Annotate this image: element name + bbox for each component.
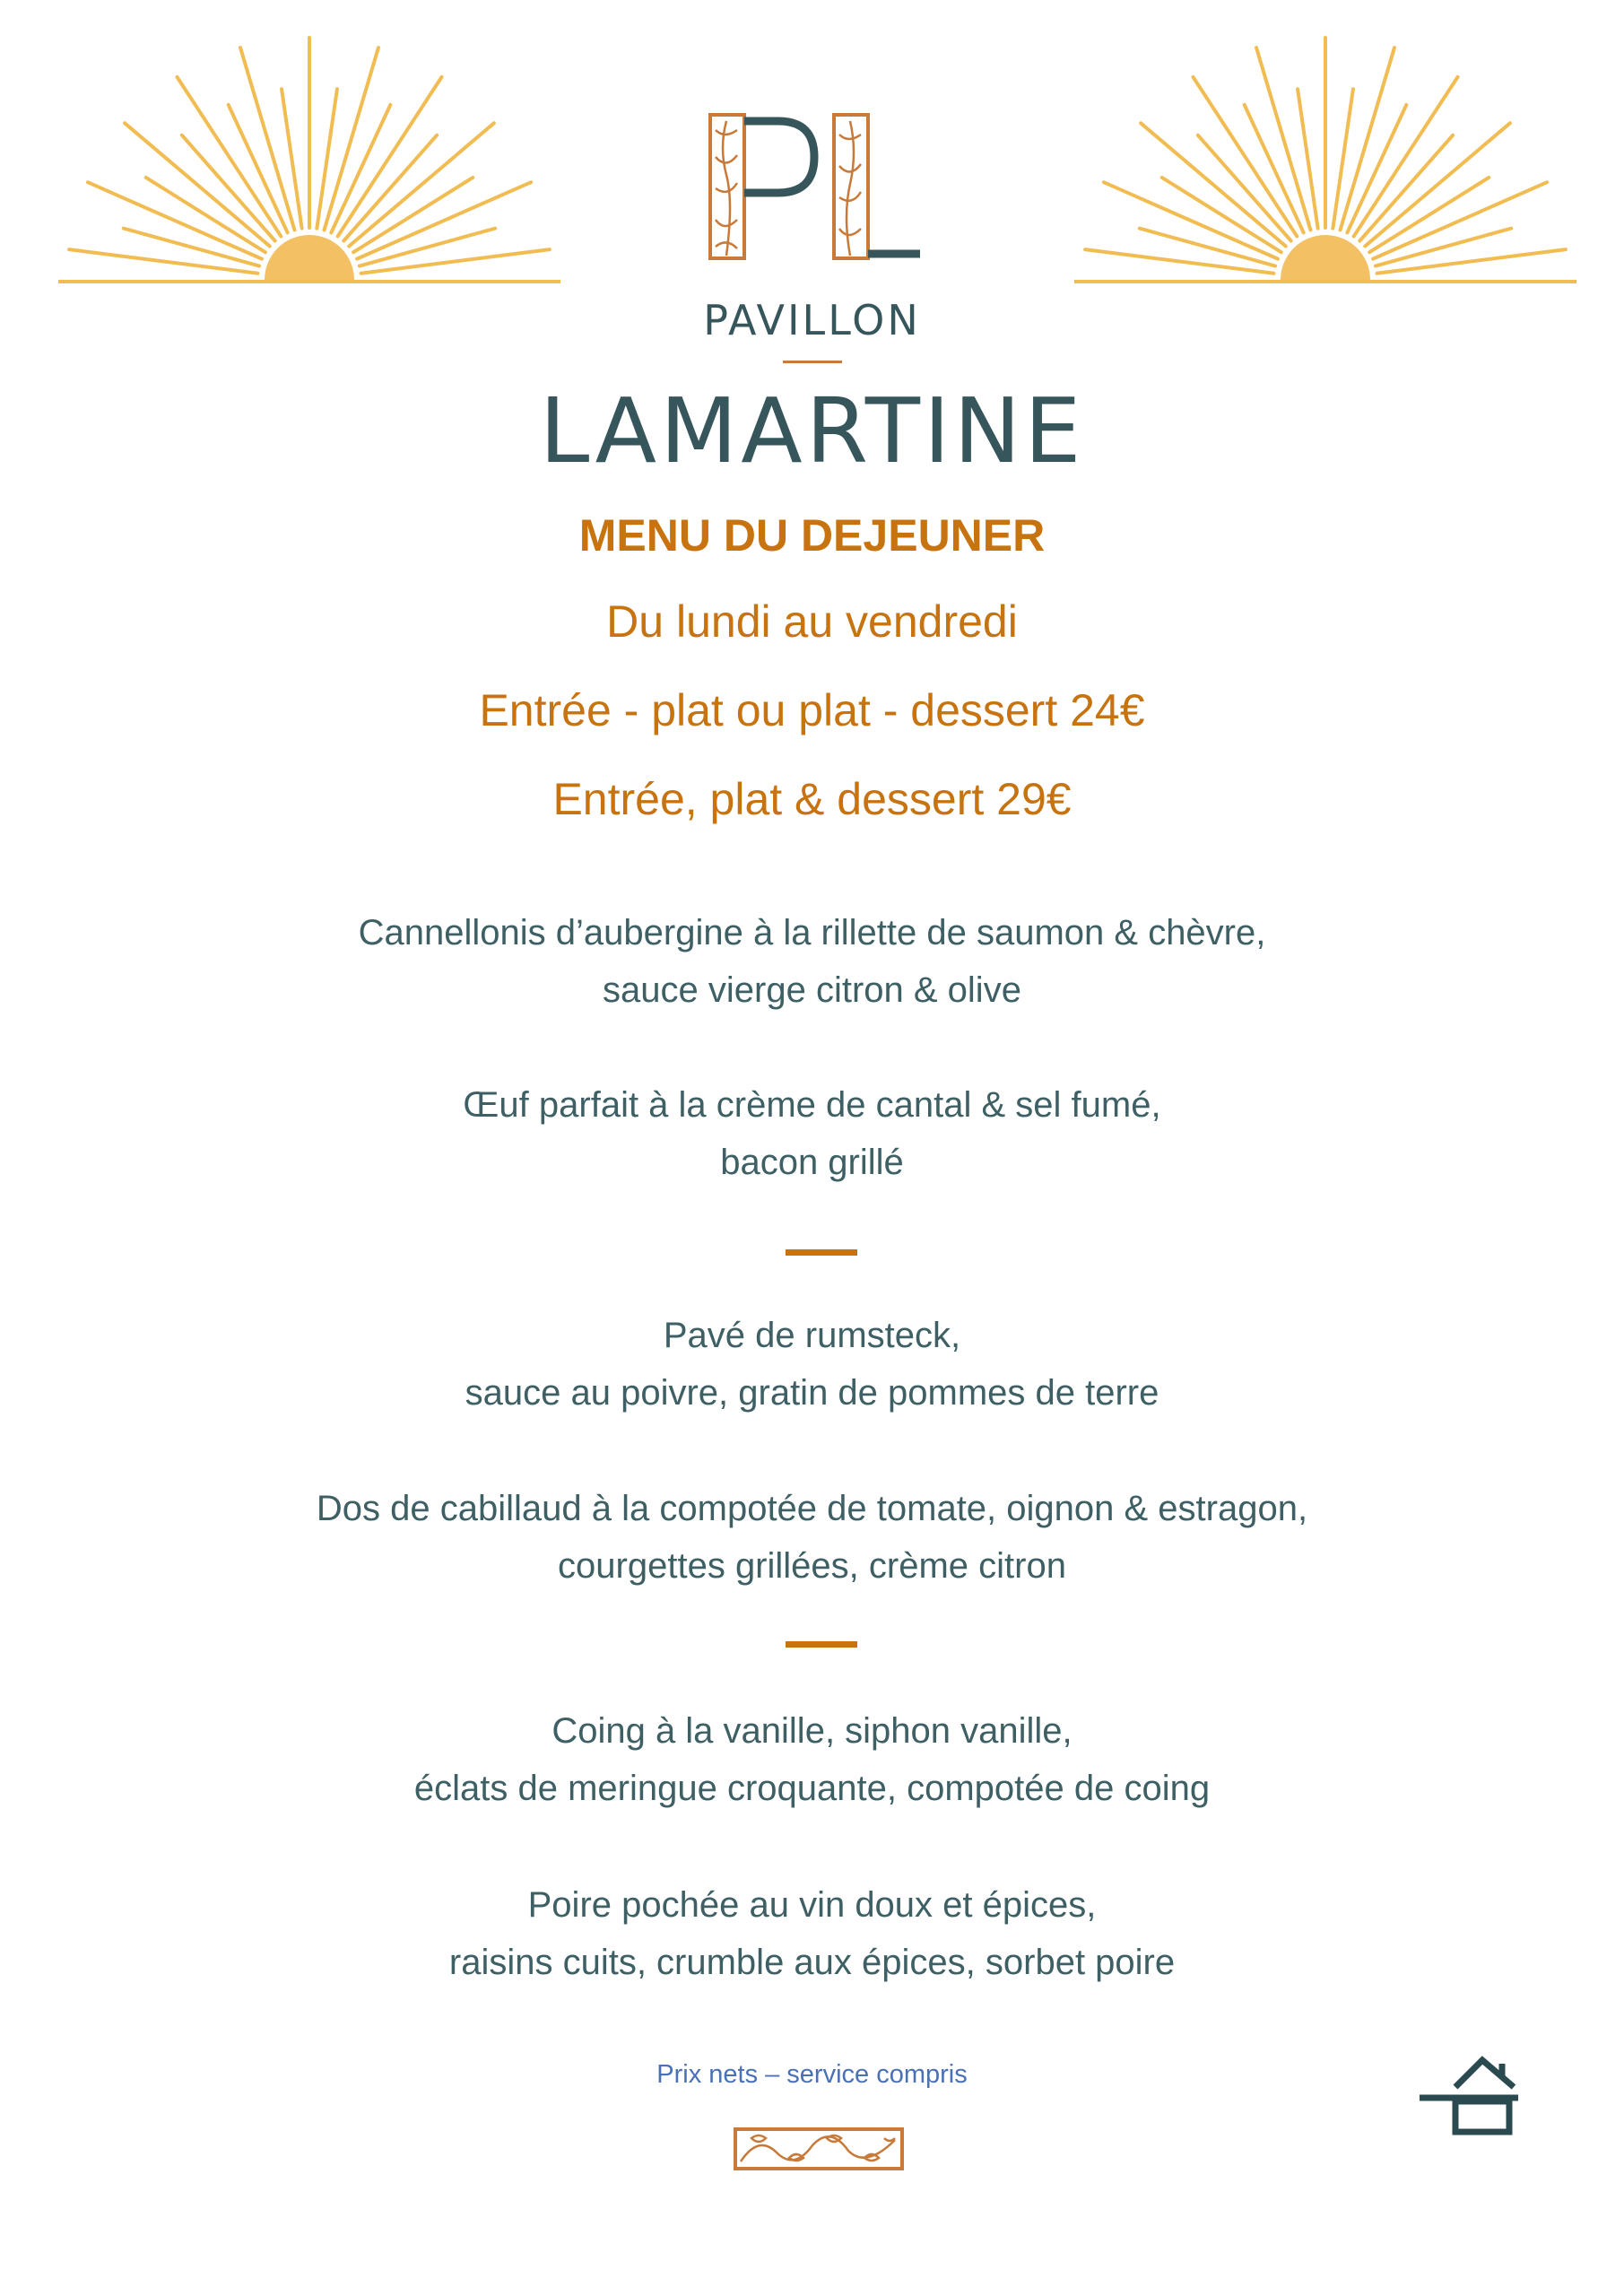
leaf-ornament-icon [734,2127,904,2170]
sun-ray [1341,48,1394,230]
sun-ray [1333,89,1353,228]
sun-ray [1085,249,1273,274]
sun-ray [69,249,257,274]
dish-line: Dos de cabillaud à la compotée de tomate, oignon & estragon, [316,1489,1308,1528]
price-note: Prix nets – service compris [656,2060,968,2089]
sun-ray [317,89,337,228]
sunburst-right-icon [1074,36,1576,296]
dessert-item [0,1702,1624,1817]
sun-ray [325,48,378,230]
house-icon [1420,2051,1527,2141]
sun-ray [182,135,275,241]
sun-ray [1198,135,1291,241]
sun-ray [1256,48,1310,230]
logo-pavillon: PAVILLON [703,296,921,344]
dish-line: sauce au poivre, gratin de pommes de terre [465,1373,1159,1413]
logo-divider [783,361,842,363]
dish-line: Œuf parfait à la crème de cantal & sel fumé, [463,1085,1161,1125]
logo-monogram [708,112,924,265]
dish-line: courgettes grillées, crème citron [558,1546,1066,1586]
dish-line: bacon grillé [720,1143,904,1182]
sunburst-left-icon [58,36,560,296]
sun-ray [1377,249,1566,274]
starter-item [0,904,1624,1019]
sun-ray [343,135,437,241]
dish-line: sauce vierge citron & olive [603,970,1021,1010]
price-formula-1: Entrée - plat ou plat - dessert 24€ [479,685,1145,735]
price-formula-2: Entrée, plat & dessert 29€ [552,774,1072,824]
starter-item [0,1076,1624,1191]
menu-title: MENU DU DEJEUNER [578,510,1046,561]
sun-ray [1298,89,1318,228]
dish-line: Pavé de rumsteck, [663,1316,961,1355]
dessert-item [0,1876,1624,1991]
dish-line: raisins cuits, crumble aux épices, sorbet poire [448,1943,1176,1982]
section-divider [786,1641,857,1648]
logo-lamartine: LAMARTINE [539,378,1085,483]
menu-days: Du lundi au vendredi [606,596,1018,647]
sun-ray [1359,135,1453,241]
sun-ray [282,89,302,228]
section-divider [786,1249,857,1256]
main-item [0,1480,1624,1595]
dish-line: Coing à la vanille, siphon vanille, [551,1711,1073,1751]
sun-ray [240,48,294,230]
dish-line: éclats de meringue croquante, compotée de coing [413,1769,1211,1808]
dish-line: Poire pochée au vin doux et épices, [527,1885,1097,1925]
dish-line: Cannellonis d’aubergine à la rillette de saumon & chèvre, [358,913,1266,952]
sun-ray [361,249,550,274]
main-item [0,1307,1624,1422]
